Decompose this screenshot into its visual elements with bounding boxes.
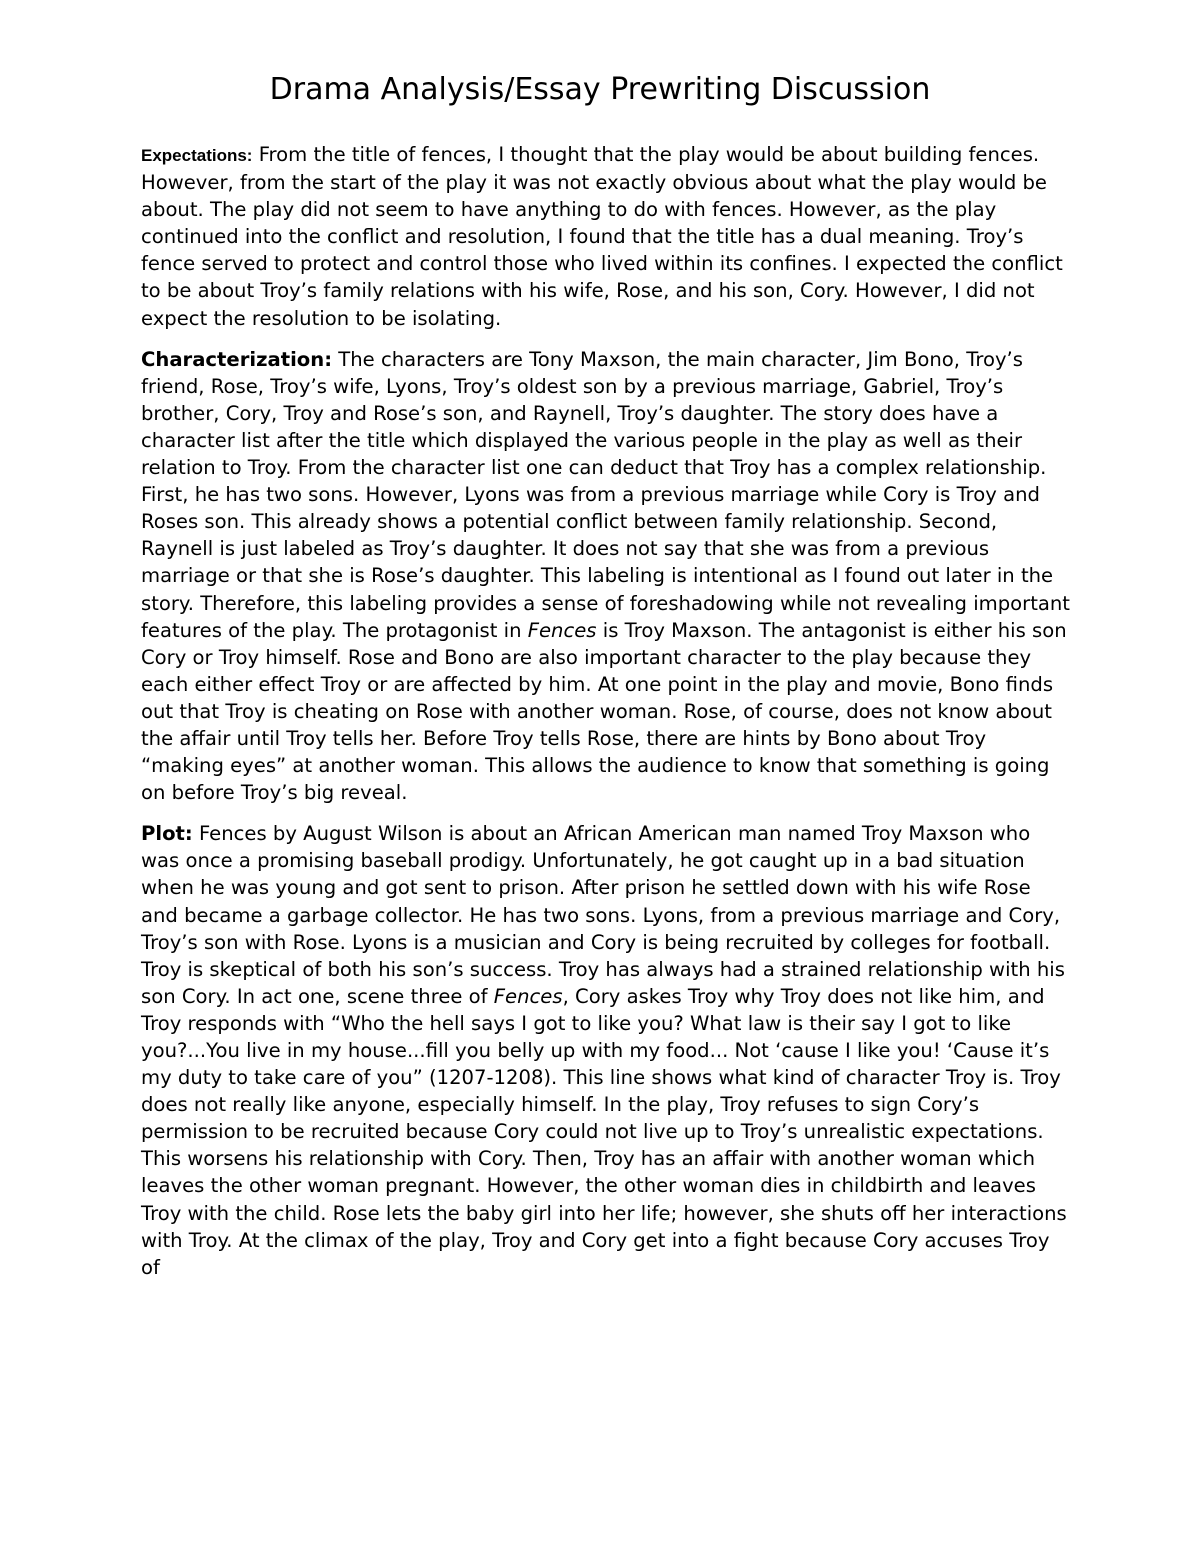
expectations-paragraph (141, 141, 1071, 332)
plot-text-part-2: , Cory askes Troy why Troy does not like him, and Troy responds with “Who the hell says I got to like you? What law is their say I got to like you?...You live in my house...fill you belly up with my food... Not ‘cause I like you! ‘Cause it’s my duty to take care of you” (1207-1208). This line shows what kind of character Troy is. Troy does not really like anyone, especially himself. In the play, Troy refuses to sign Cory’s permission to be recruited because Cory could not live up to Troy’s unrealistic expectations. This worsens his relationship with Cory. Then, Troy has an affair with another woman which leaves the other woman pregnant. However, the other woman dies in childbirth and leaves Troy with the child. Rose lets the baby girl into her life; however, she shuts off her interactions with Troy. At the climax of the play, Troy and Cory get into a fight because Cory accuses Troy of (141, 984, 1067, 1279)
expectations-text: From the title of fences, I thought that the play would be about building fences. However, from the start of the play it was not exactly obvious about what the play would be about. The play did not seem to have anything to do with fences. However, as the play continued into the conflict and resolution, I found that the title has a dual meaning. Troy’s fence served to protect and control those who lived within its confines. I expected the conflict to be about Troy’s family relations with his wife, Rose, and his son, Cory. However, I did not expect the resolution to be isolating. (141, 143, 1063, 330)
characterization-text-part-2: is Troy Maxson. The antagonist is either his son Cory or Troy himself. Rose and Bono are also important character to the play because they each either effect Troy or are affected by him. At one point in the play and movie, Bono finds out that Troy is cheating on Rose with another woman. Rose, of course, does not know about the affair until Troy tells her. Before Troy tells Rose, there are hints by Bono about Troy “making eyes” at another woman. This allows the audience to know that something is going on before Troy’s big reveal. (141, 618, 1067, 805)
expectations-label: Expectations: (141, 146, 253, 165)
characterization-play-title: Fences (527, 618, 597, 642)
characterization-paragraph (141, 346, 1071, 807)
plot-text-part-1: Fences by August Wilson is about an African American man named Troy Maxson who was once a promising baseball prodigy. Unfortunately, he got caught up in a bad situation when he was young and got sent to prison. After prison he settled down with his wife Rose and became a garbage collector. He has two sons. Lyons, from a previous marriage and Cory, Troy’s son with Rose. Lyons is a musician and Cory is being recruited by colleges for football. Troy is skeptical of both his son’s success. Troy has always had a strained relationship with his son Cory. In act one, scene three of (141, 822, 1065, 1008)
characterization-text-part-1: The characters are Tony Maxson, the main character, Jim Bono, Troy’s friend, Rose, Troy’s wife, Lyons, Troy’s oldest son by a previous marriage, Gabriel, Troy’s brother, Cory, Troy and Rose’s son, and Raynell, Troy’s daughter. The story does have a character list after the title which displayed the various people in the play as well as their relation to Troy. From the character list one can deduct that Troy has a complex relationship. First, he has two sons. However, Lyons was from a previous marriage while Cory is Troy and Roses son. This already shows a potential conflict between family relationship. Second, Raynell is just labeled as Troy’s daughter. It does not say that she was from a previous marriage or that she is Rose’s daughter. This labeling is intentional as I found out later in the story. Therefore, this labeling provides a sense of foreshadowing while not revealing important features of the play. The protagonist in (141, 347, 1070, 642)
characterization-label: Characterization: (141, 347, 333, 371)
plot-paragraph (141, 820, 1071, 1281)
document-body (141, 141, 1071, 1295)
document-title: Drama Analysis/Essay Prewriting Discussion (269, 72, 931, 107)
plot-label: Plot: (141, 822, 193, 846)
plot-play-title: Fences (493, 984, 563, 1008)
